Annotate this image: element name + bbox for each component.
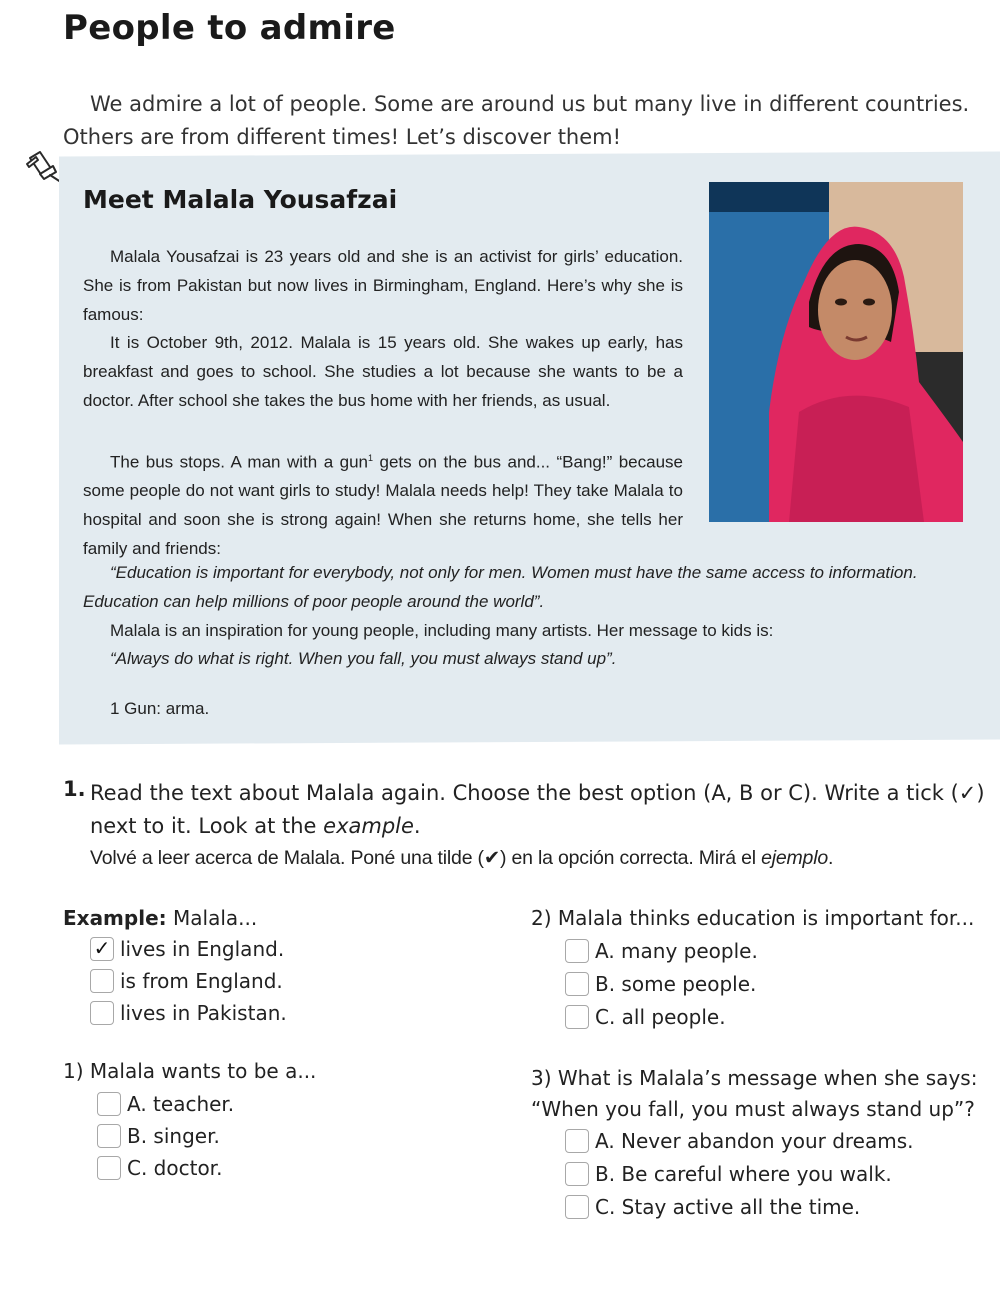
footnote: 1 Gun: arma. <box>110 699 210 718</box>
article-paragraph-5: Malala is an inspiration for young people, including many artists. Her message to kids is: <box>110 621 774 640</box>
instructions-en-text: Read the text about Malala again. Choose the best option (A, B or C). Write a tick (✓) next to it. Look at the <box>90 781 985 838</box>
instructions-es-text: Volvé a leer acerca de Malala. Poné una tilde (✔) en la opción correcta. Mirá el <box>90 847 762 869</box>
article-title: Meet Malala Yousafzai <box>83 185 398 214</box>
question-number: 1. <box>63 777 86 801</box>
paragraph-3-start: The bus stops. A man with a gun <box>110 452 368 472</box>
example-option-a <box>90 934 287 964</box>
q3-checkbox-b[interactable] <box>565 1162 589 1186</box>
example-stem <box>63 903 257 933</box>
q3-option-c <box>565 1192 914 1222</box>
q2-options <box>565 936 758 1032</box>
article-paragraph-1: Malala Yousafzai is 23 years old and she is an activist for girls’ education. She is from Pakistan but now lives in Birmingham, England. Here’s why she is famous: <box>83 247 683 324</box>
q3-checkbox-c[interactable] <box>565 1195 589 1219</box>
q1-option-b-label: B. singer. <box>127 1124 220 1148</box>
q2-option-c <box>565 1002 758 1032</box>
example-options <box>90 934 287 1028</box>
instructions-english <box>90 777 995 843</box>
intro-line-2: Others are from different times! Let’s discover them! <box>63 125 622 149</box>
q2-option-b <box>565 969 758 999</box>
q2-option-a-label: A. many people. <box>595 939 758 963</box>
example-checkbox-b[interactable] <box>90 969 114 993</box>
example-checkbox-c[interactable] <box>90 1001 114 1025</box>
instructions-spanish <box>90 843 833 873</box>
q1-checkbox-c[interactable] <box>97 1156 121 1180</box>
q1-options <box>97 1089 234 1183</box>
q2-checkbox-c[interactable] <box>565 1005 589 1029</box>
q3-option-c-label: C. Stay active all the time. <box>595 1195 861 1219</box>
q3-checkbox-a[interactable] <box>565 1129 589 1153</box>
footnote-marker: 1 <box>368 453 374 463</box>
q2-checkbox-b[interactable] <box>565 972 589 996</box>
page-title: People to admire <box>63 8 396 48</box>
q2-checkbox-a[interactable] <box>565 939 589 963</box>
q1-option-a <box>97 1089 234 1119</box>
q2-stem: 2) Malala thinks education is important for... <box>531 906 975 930</box>
q3-option-a-label: A. Never abandon your dreams. <box>595 1129 914 1153</box>
example-option-c <box>90 998 287 1028</box>
example-label: Example: <box>63 906 167 930</box>
message-quote: “Always do what is right. When you fall, you must always stand up”. <box>110 649 617 668</box>
q3-options <box>565 1126 914 1222</box>
q2-option-a <box>565 936 758 966</box>
q3-option-b-label: B. Be careful where you walk. <box>595 1162 892 1186</box>
q3-option-a <box>565 1126 914 1156</box>
education-quote: “Education is important for everybody, not only for men. Women must have the same access to information. Education can help millions of poor people around the world”. <box>83 563 918 611</box>
malala-portrait <box>709 182 963 522</box>
q3-stem-quote: “When you fall, you must always stand up”? <box>531 1097 975 1121</box>
q2-option-b-label: B. some people. <box>595 972 757 996</box>
example-option-b <box>90 966 287 996</box>
q1-checkbox-b[interactable] <box>97 1124 121 1148</box>
example-option-a-label: lives in England. <box>120 937 285 961</box>
paragraph-3-end: gets on the bus and... “Bang!” because some people do not want girls to study! Malala needs help! They take Malala to hospital and soon she is strong again! When she returns home, she tells her family and friends: <box>83 452 684 559</box>
example-option-b-label: is from England. <box>120 969 283 993</box>
q1-option-b <box>97 1121 234 1151</box>
instructions-en-example: example <box>323 814 414 838</box>
intro-line-1: We admire a lot of people. Some are around us but many live in different countries. <box>90 92 970 116</box>
q1-stem: 1) Malala wants to be a... <box>63 1059 317 1083</box>
instructions-es-end: . <box>827 847 834 869</box>
q3-stem: 3) What is Malala’s message when she says: <box>531 1066 978 1090</box>
q2-option-c-label: C. all people. <box>595 1005 726 1029</box>
example-option-c-label: lives in Pakistan. <box>120 1001 287 1025</box>
q1-option-c-label: C. doctor. <box>127 1156 223 1180</box>
q1-option-c <box>97 1153 234 1183</box>
article-paragraph-3 <box>83 444 683 564</box>
q1-option-a-label: A. teacher. <box>127 1092 235 1116</box>
article-paragraph-2: It is October 9th, 2012. Malala is 15 years old. She wakes up early, has breakfast and goes to school. She studies a lot because she wants to be a doctor. After school she takes the bus home with her friends, as usual. <box>83 333 683 410</box>
example-checkbox-a[interactable]: ✓ <box>90 937 114 961</box>
instructions-en-end: . <box>413 814 421 838</box>
q1-checkbox-a[interactable] <box>97 1092 121 1116</box>
q3-option-b <box>565 1159 914 1189</box>
instructions-es-example: ejemplo <box>761 847 828 869</box>
example-stem-text: Malala... <box>166 906 258 930</box>
